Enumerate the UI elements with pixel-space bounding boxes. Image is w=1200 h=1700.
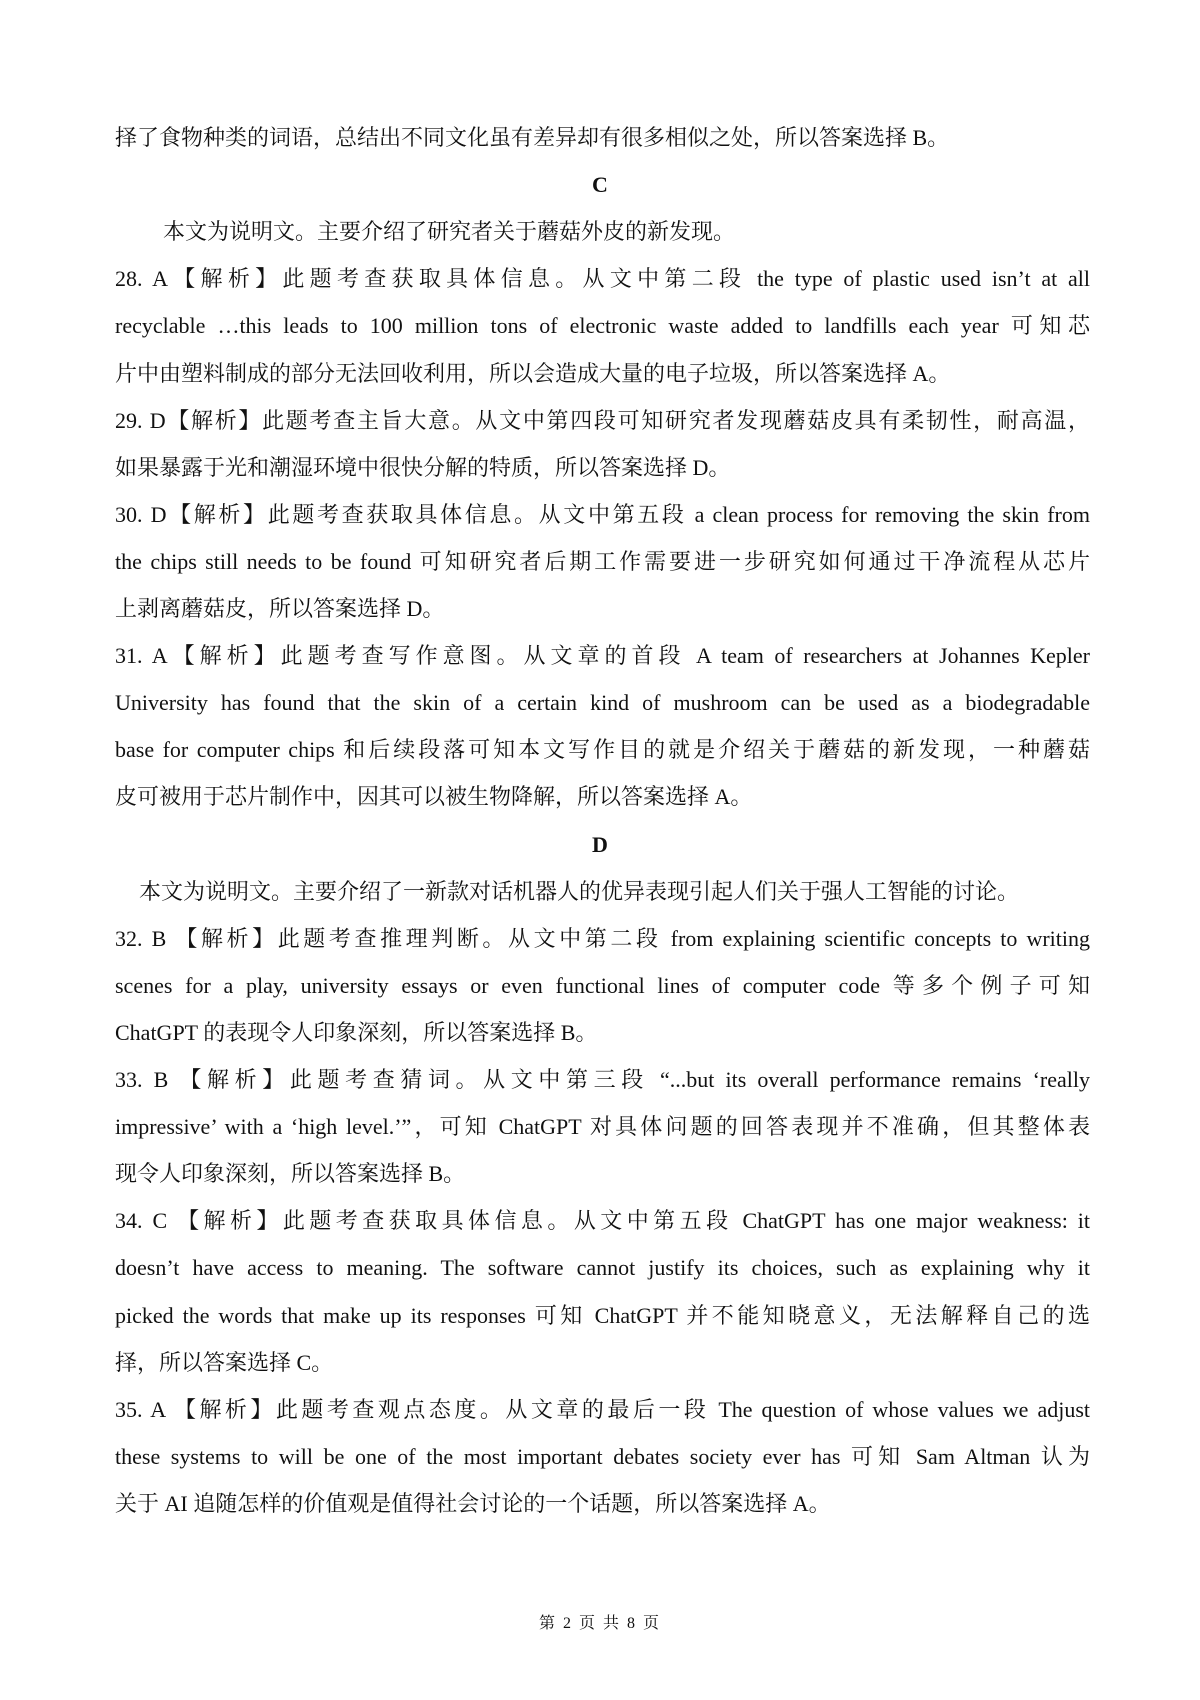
text-line: 28. A【解析】此题考查获取具体信息。从文中第二段 the type of plastic used isn’t at all: [115, 266, 1090, 292]
text-line: 本文为说明文。主要介绍了一新款对话机器人的优异表现引起人们关于强人工智能的讨论。: [139, 878, 1020, 904]
text-line: University has found that the skin of a certain kind of mushroom can be used as a biodegradable: [115, 690, 1090, 716]
text-line: 31. A【解析】此题考查写作意图。从文章的首段 A team of researchers at Johannes Kepler: [115, 643, 1090, 669]
text-line: doesn’t have access to meaning. The software cannot justify its choices, such as explaining why it: [115, 1255, 1090, 1281]
text-line: 如果暴露于光和潮湿环境中很快分解的特质，所以答案选择 D。: [115, 454, 731, 480]
text-line: recyclable …this leads to 100 million tons of electronic waste added to landfills each year 可知芯: [115, 313, 1090, 339]
text-line: 本文为说明文。主要介绍了研究者关于蘑菇外皮的新发现。: [163, 219, 736, 245]
text-line: 择了食物种类的词语，总结出不同文化虽有差异却有很多相似之处，所以答案选择 B。: [115, 125, 950, 150]
text-line: 现令人印象深刻，所以答案选择 B。: [115, 1161, 466, 1187]
text-line: 30. D【解析】此题考查获取具体信息。从文中第五段 a clean process for removing the skin from: [115, 501, 1090, 527]
text-line: 上剥离蘑菇皮，所以答案选择 D。: [115, 596, 445, 621]
text-line: the chips still needs to be found 可知研究者后期工作需要进一步研究如何通过干净流程从芯片: [115, 548, 1090, 574]
text-line: ChatGPT 的表现令人印象深刻，所以答案选择 B。: [115, 1019, 598, 1045]
text-line: 29. D【解析】此题考查主旨大意。从文中第四段可知研究者发现蘑菇皮具有柔韧性，耐高温，: [115, 407, 1090, 433]
text-line: 皮可被用于芯片制作中，因其可以被生物降解，所以答案选择 A。: [115, 784, 753, 810]
page-number-footer: 第 2 页 共 8 页: [538, 1615, 661, 1632]
text-line: 片中由塑料制成的部分无法回收利用，所以会造成大量的电子垃圾，所以答案选择 A。: [115, 360, 951, 386]
text-line: impressive’ with a ‘high level.’”，可知 ChatGPT 对具体问题的回答表现并不准确，但其整体表: [115, 1114, 1090, 1140]
text-line: 33. B 【解析】此题考查猜词。从文中第三段 “...but its overall performance remains ‘really: [115, 1067, 1090, 1092]
text-line: picked the words that make up its responses 可知 ChatGPT 并不能知晓意义，无法解释自己的选: [115, 1302, 1090, 1328]
section-heading: D: [592, 831, 608, 857]
text-line: base for computer chips 和后续段落可知本文写作目的就是介绍关于蘑菇的新发现，一种蘑菇: [115, 737, 1090, 763]
text-line: 34. C 【解析】此题考查获取具体信息。从文中第五段 ChatGPT has one major weakness: it: [115, 1208, 1090, 1234]
text-line: 35. A 【解析】此题考查观点态度。从文章的最后一段 The question of whose values we adjust: [115, 1396, 1090, 1422]
section-heading: C: [592, 172, 608, 198]
text-line: scenes for a play, university essays or even functional lines of computer code 等多个例子可知: [115, 972, 1090, 998]
text-line: these systems to will be one of the most important debates society ever has 可知 Sam Altman 认为: [115, 1443, 1090, 1469]
text-line: 择，所以答案选择 C。: [115, 1349, 334, 1375]
text-line: 关于 AI 追随怎样的价值观是值得社会讨论的一个话题，所以答案选择 A。: [115, 1490, 831, 1516]
text-line: 32. B 【解析】此题考查推理判断。从文中第二段 from explaining scientific concepts to writing: [115, 925, 1090, 951]
